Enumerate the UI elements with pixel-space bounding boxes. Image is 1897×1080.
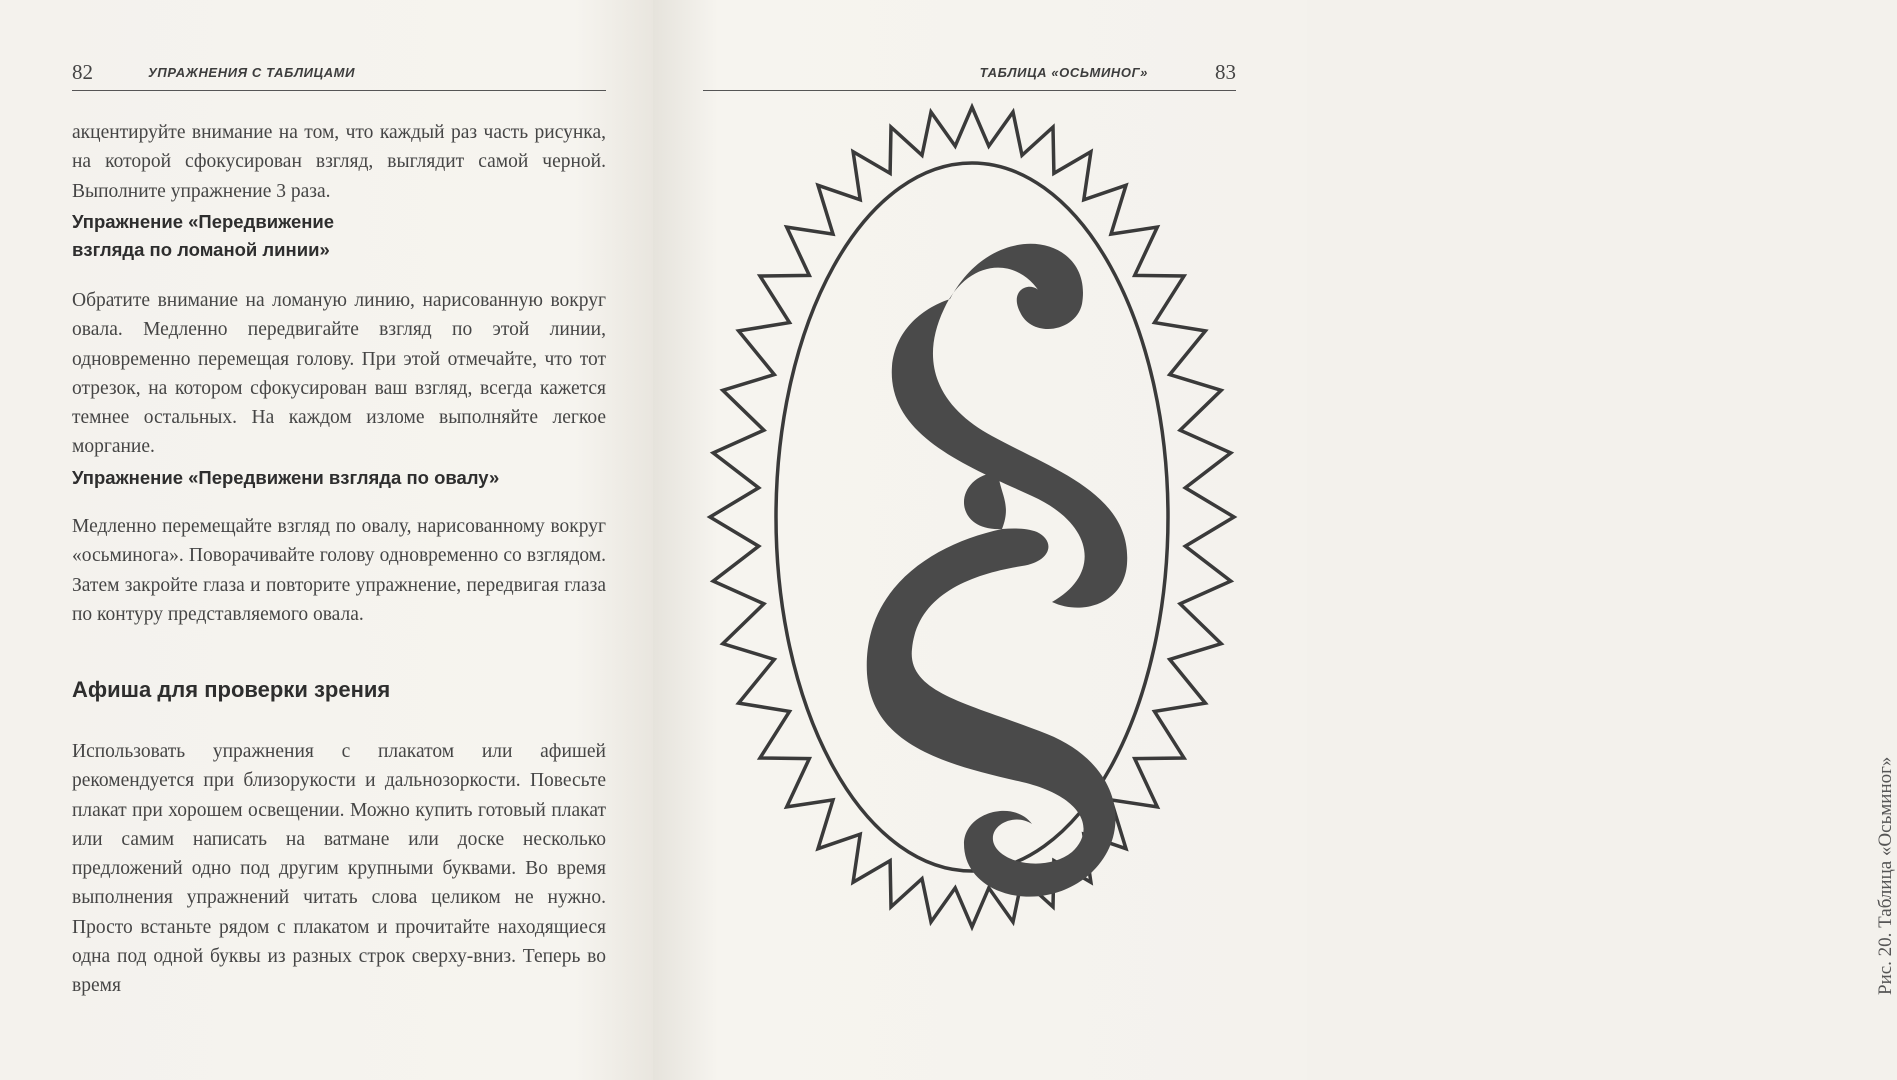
octopus-figure [702,104,1242,934]
exercise-text-zigzag: Обратите внимание на ломаную линию, нарисованную вокруг овала. Медленно передвигайте взгляд по этой линии, одновременно перемещая голову. При этой отмечайте, что тот отрезок, на котором сфокусирован ваш взгляд, всегда кажется темнее остальных. На каждом изломе выполняйте легкое моргание. [72,290,606,458]
right-page [653,0,1896,1080]
left-page-header [72,60,606,91]
exercise-heading-oval: Упражнение «Передвижени взгляда по овалу» [72,467,500,488]
exercise-heading-zigzag: Упражнение «Передвижение взгляда по ломаной линии» [72,211,335,260]
exercise-text-oval: Медленно перемещайте взгляд по овалу, нарисованному вокруг «осьминога». Поворачивайте голову одновременно со взглядом. Затем закройте глаза и повторите упражнение, передвигая глаза по контуру представляемого овала. [72,516,606,625]
page-number: 83 [1215,60,1236,84]
left-page [0,0,653,1080]
page-number: 82 [72,60,93,84]
intro-paragraph: акцентируйте внимание на том, что каждый раз часть рисунка, на которой сфокусирован взгляд, выглядит самой черной. Выполните упражнение 3 раза. [72,122,606,202]
octopus-shape [867,244,1127,897]
running-title: УПРАЖНЕНИЯ С ТАБЛИЦАМИ [148,65,356,80]
section-text-poster: Использовать упражнения с плакатом или афишей рекомендуется при близорукости и дальнозоркости. Повесьте плакат при хорошем освещении. Можно купить готовый плакат или самим написать на ватмане или доске несколько предложений одно под другим крупными буквами. Во время выполнения упражнений читать слова целиком не нужно. Просто встаньте рядом с плакатом и прочитайте находящиеся одна под одной буквы из разных строк сверху-вниз. Теперь во время [72,741,606,997]
lower-curl [867,472,1116,897]
running-title: ТАБЛИЦА «ОСЬМИНОГ» [979,65,1148,80]
section-heading-poster: Афиша для проверки зрения [72,677,391,702]
right-page-header [703,60,1236,91]
figure-caption: Рис. 20. Таблица «Осьминог» [1875,756,1896,995]
